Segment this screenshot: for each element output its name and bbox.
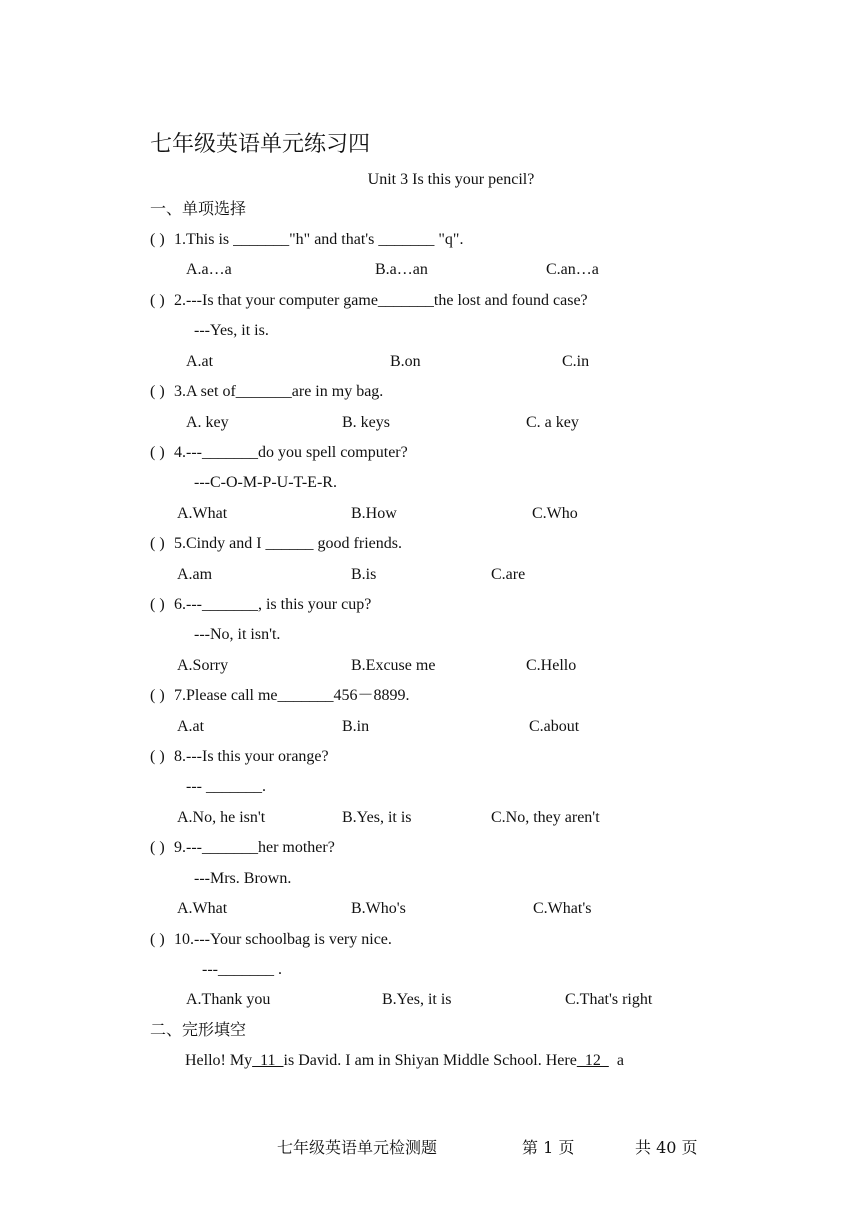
question-10: 10.---Your schoolbag is very nice. <box>174 931 392 948</box>
option-c[interactable]: C.Hello <box>526 657 577 674</box>
option-a[interactable]: A.What <box>177 900 228 917</box>
page-title: 七年级英语单元练习四 <box>150 132 371 157</box>
option-b[interactable]: B.is <box>351 566 377 583</box>
answer-bracket[interactable]: ( ) <box>150 292 165 309</box>
answer-bracket[interactable]: ( ) <box>150 931 165 948</box>
question-reply: --- _______. <box>186 778 266 795</box>
option-a[interactable]: A.am <box>177 566 213 583</box>
option-a[interactable]: A.at <box>177 718 205 735</box>
cloze-blank-11[interactable]: 11 <box>252 1052 284 1069</box>
question-8: 8.---Is this your orange? <box>174 748 329 765</box>
answer-bracket[interactable]: ( ) <box>150 383 165 400</box>
question-3: 3.A set of_______are in my bag. <box>174 383 384 400</box>
option-a[interactable]: A. key <box>186 414 229 431</box>
option-b[interactable]: B.on <box>390 353 421 370</box>
option-c[interactable]: C. a key <box>526 414 579 431</box>
question-reply: ---Mrs. Brown. <box>194 870 292 887</box>
answer-bracket[interactable]: ( ) <box>150 231 165 248</box>
question-9: 9.---_______her mother? <box>174 839 335 856</box>
option-a[interactable]: A.at <box>186 353 214 370</box>
option-c[interactable]: C.What's <box>533 900 592 917</box>
option-b[interactable]: B.How <box>351 505 397 522</box>
option-a[interactable]: A.a…a <box>186 261 232 278</box>
option-b[interactable]: B.a…an <box>375 261 428 278</box>
footer-title: 七年级英语单元检测题 <box>277 1138 438 1157</box>
cloze-blank-12[interactable]: 12 <box>576 1052 609 1069</box>
answer-bracket[interactable]: ( ) <box>150 839 165 856</box>
option-b[interactable]: B.Excuse me <box>351 657 436 674</box>
option-a[interactable]: A.Sorry <box>177 657 229 674</box>
option-b[interactable]: B.in <box>342 718 370 735</box>
unit-subtitle: Unit 3 Is this your pencil? <box>367 171 535 188</box>
option-c[interactable]: C.an…a <box>546 261 599 278</box>
section-heading-multiple-choice: 一、单项选择 <box>150 199 247 218</box>
question-2: 2.---Is that your computer game_______the lost and found case? <box>174 292 588 309</box>
answer-bracket[interactable]: ( ) <box>150 535 165 552</box>
question-7: 7.Please call me_______456－8899. <box>174 687 410 704</box>
question-reply: ---_______ . <box>202 961 282 978</box>
question-5: 5.Cindy and I ______ good friends. <box>174 535 402 552</box>
answer-bracket[interactable]: ( ) <box>150 748 165 765</box>
option-b[interactable]: B.Who's <box>351 900 406 917</box>
footer-page-number: 第 1 页 <box>522 1138 575 1157</box>
footer-page-total: 共 40 页 <box>635 1138 698 1157</box>
option-c[interactable]: C.That's right <box>565 991 653 1008</box>
option-c[interactable]: C.about <box>529 718 580 735</box>
option-a[interactable]: A.What <box>177 505 228 522</box>
option-a[interactable]: A.Thank you <box>186 991 271 1008</box>
question-6: 6.---_______, is this your cup? <box>174 596 372 613</box>
question-4: 4.---_______do you spell computer? <box>174 444 408 461</box>
question-reply: ---Yes, it is. <box>194 322 269 339</box>
section-heading-cloze: 二、完形填空 <box>150 1020 247 1039</box>
question-1: 1.This is _______"h" and that's _______ "q". <box>174 231 464 248</box>
option-c[interactable]: C.Who <box>532 505 578 522</box>
cloze-passage: Hello! My 11 is David. I am in Shiyan Middle School. Here 12 a <box>185 1052 624 1069</box>
answer-bracket[interactable]: ( ) <box>150 444 165 461</box>
option-c[interactable]: C.are <box>491 566 526 583</box>
question-reply: ---C-O-M-P-U-T-E-R. <box>194 474 337 491</box>
option-b[interactable]: B. keys <box>342 414 390 431</box>
option-c[interactable]: C.No, they aren't <box>491 809 600 826</box>
option-a[interactable]: A.No, he isn't <box>177 809 266 826</box>
answer-bracket[interactable]: ( ) <box>150 596 165 613</box>
question-reply: ---No, it isn't. <box>194 626 281 643</box>
answer-bracket[interactable]: ( ) <box>150 687 165 704</box>
option-c[interactable]: C.in <box>562 353 590 370</box>
option-b[interactable]: B.Yes, it is <box>342 809 412 826</box>
option-b[interactable]: B.Yes, it is <box>382 991 452 1008</box>
